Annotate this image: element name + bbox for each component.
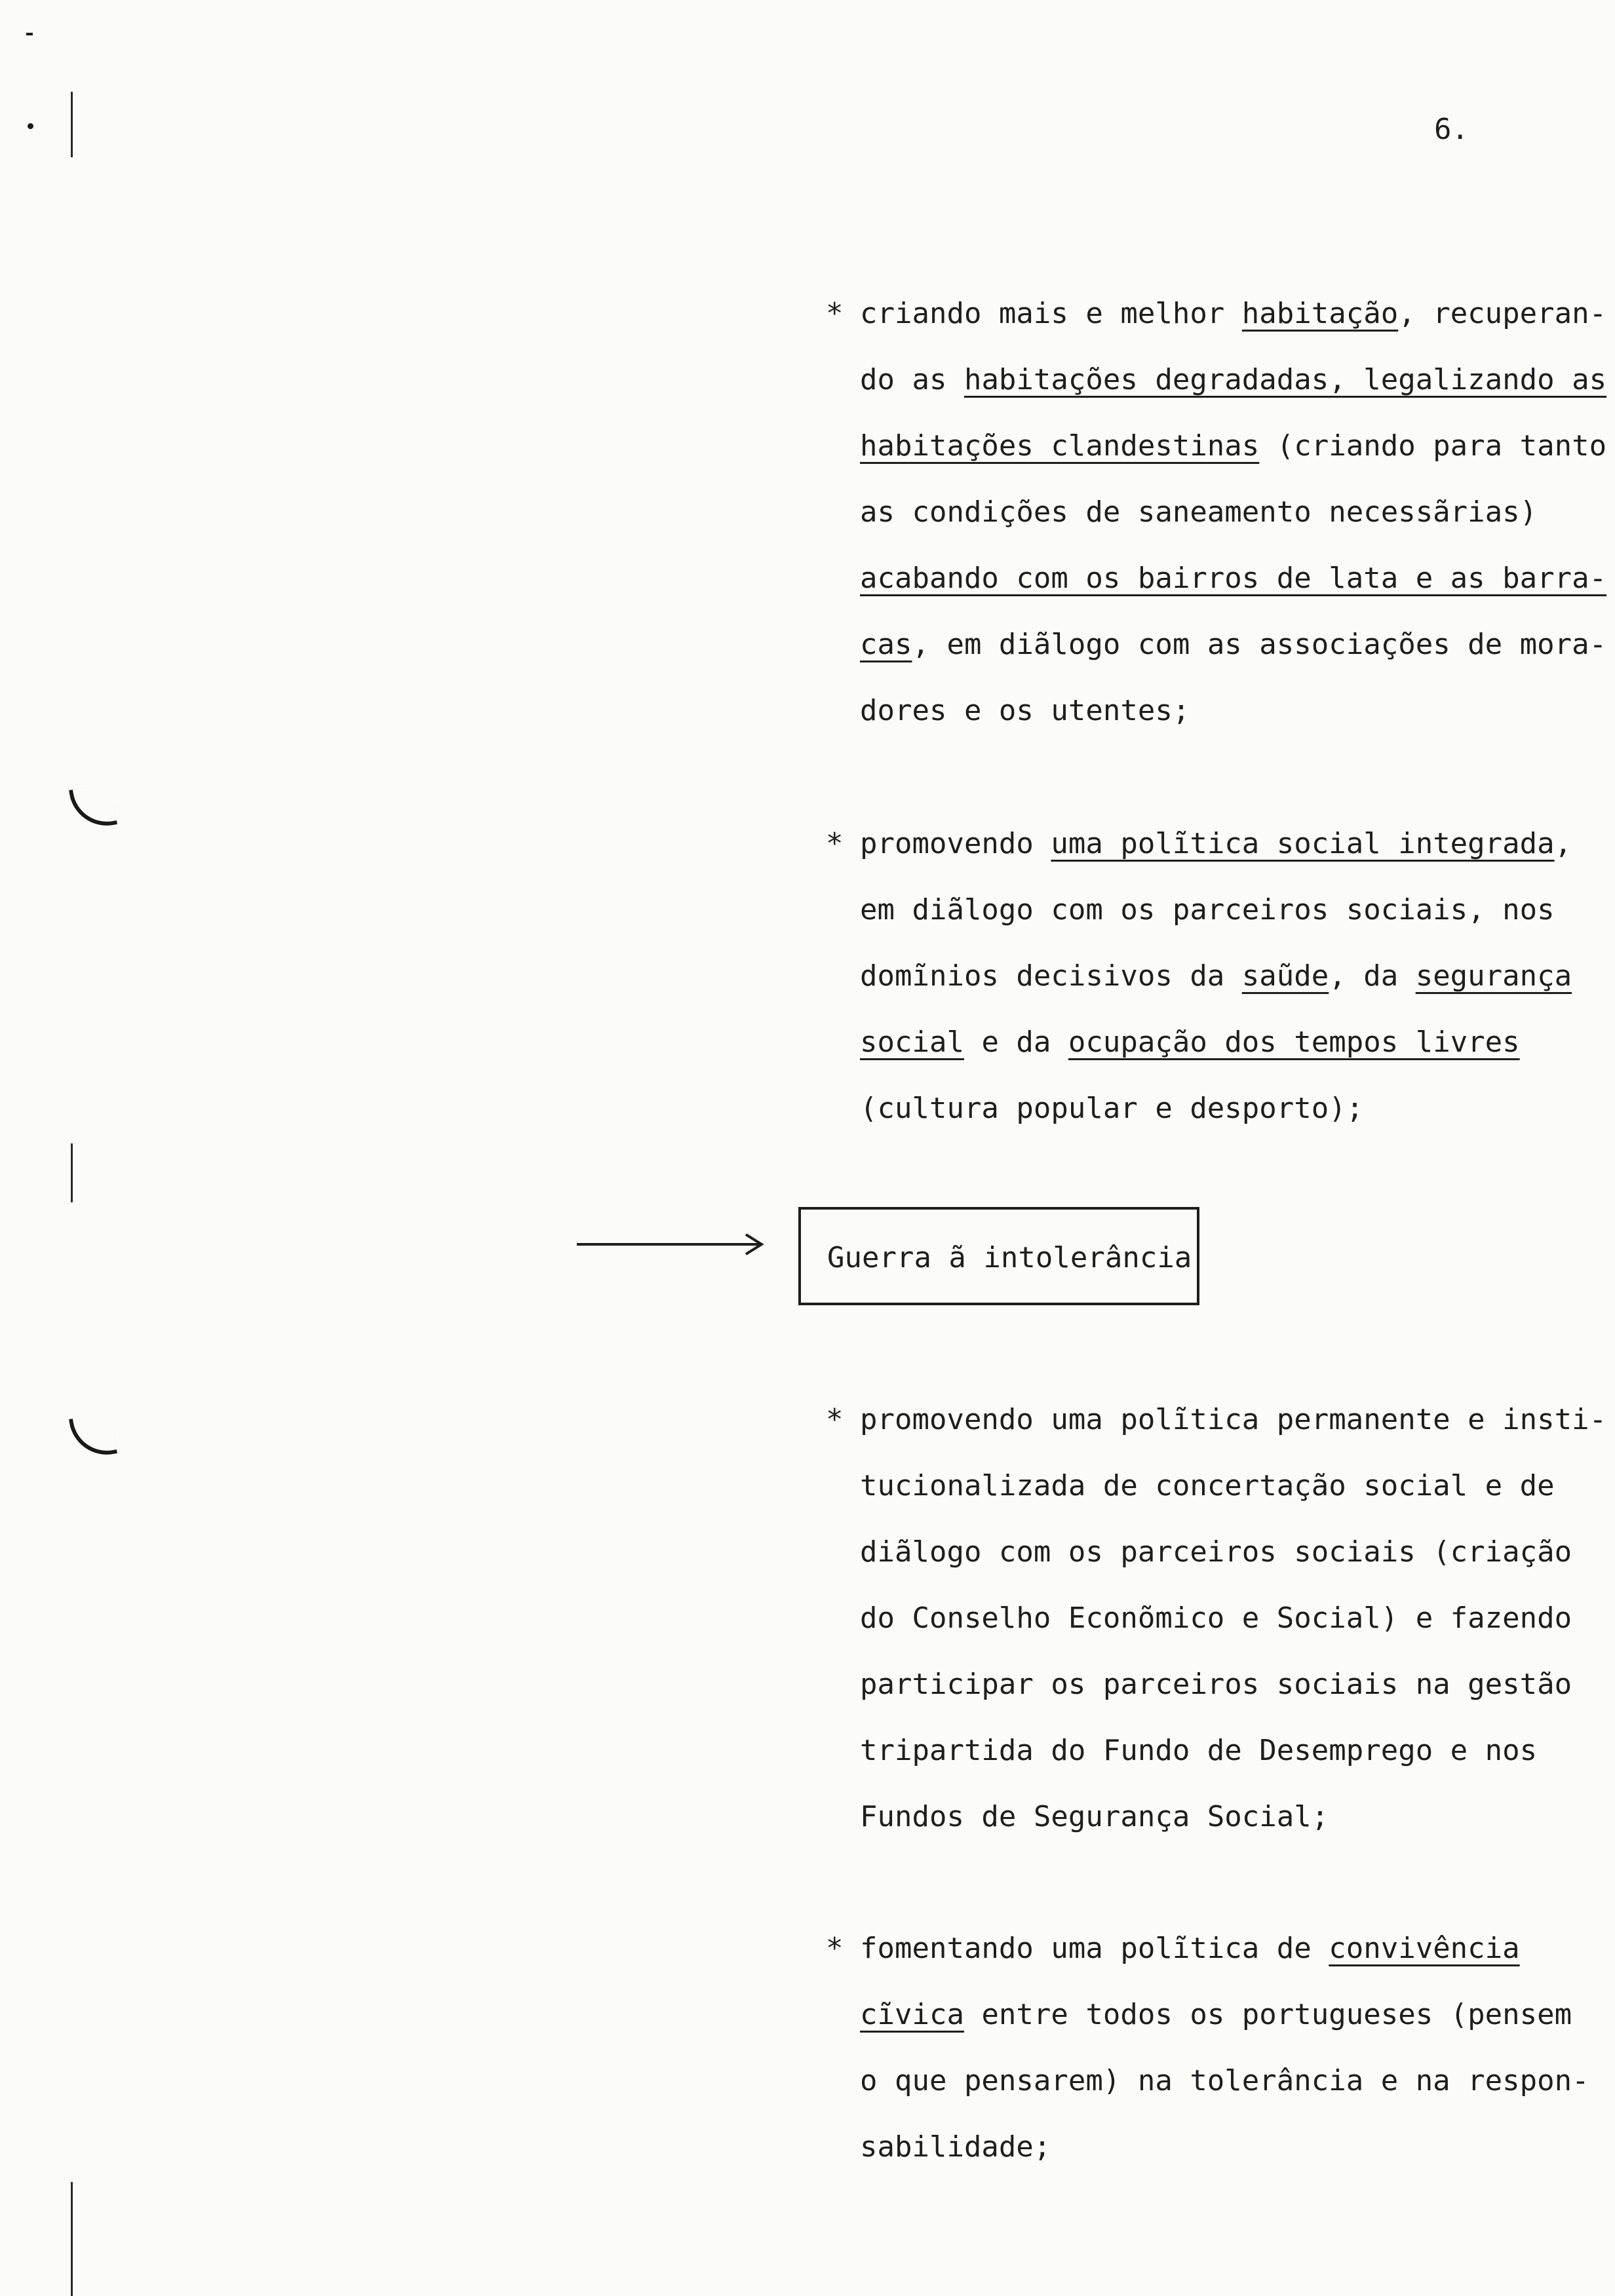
text-line: [860, 2048, 1589, 2114]
text-line: [860, 811, 1586, 877]
text-run: dores e os utentes;: [860, 694, 1190, 727]
text-line: [860, 1009, 1586, 1075]
underlined-phrase: acabando com os bairros de lata e as barra-: [860, 562, 1607, 595]
section-heading-box: [798, 1207, 1199, 1305]
underlined-phrase: cĩvica: [860, 1998, 964, 2031]
text-run: criando mais e melhor: [860, 297, 1242, 330]
text-run: promovendo: [860, 827, 1051, 860]
text-run: ,: [1554, 827, 1572, 860]
text-run: fomentando uma polĩtica de: [860, 1932, 1329, 1965]
underlined-phrase: cas: [860, 628, 912, 661]
text-line: [860, 877, 1586, 943]
text-run: diãlogo com os parceiros sociais (criação: [860, 1535, 1572, 1569]
text-run: sabilidade;: [860, 2130, 1051, 2164]
text-line: [860, 479, 1586, 545]
underlined-phrase: social: [860, 1025, 964, 1059]
bullet-asterisk: *: [826, 1932, 844, 1965]
text-line: [860, 1519, 1586, 1585]
text-line: [860, 413, 1607, 479]
bullet-text: [860, 1387, 1607, 1850]
text-line: [860, 1915, 1586, 1981]
text-line: [860, 347, 1607, 413]
text-line: [860, 1784, 1586, 1850]
text-run: e da: [963, 1025, 1068, 1059]
bullet-item-housing: [826, 280, 1607, 744]
margin-rule-top: [71, 92, 73, 157]
text-run: o que pensarem) na tolerância e na respon-: [860, 2064, 1589, 2097]
bullet-asterisk: *: [826, 297, 844, 330]
text-run: (criando para tanto: [1259, 429, 1607, 463]
text-line: [860, 1981, 1586, 2048]
margin-rule-middle: [71, 1143, 73, 1202]
text-line: [860, 545, 1607, 611]
text-run: as condições de saneamento necessãrias): [860, 495, 1538, 529]
underlined-phrase: convivência: [1329, 1932, 1520, 1965]
text-run: domĩnios decisivos da: [860, 959, 1242, 993]
text-line: [860, 280, 1607, 347]
underlined-phrase: ocupação dos tempos livres: [1068, 1025, 1520, 1059]
underlined-phrase: habitações degradadas, legalizando as: [963, 363, 1607, 396]
margin-dot: [28, 123, 33, 129]
bullet-text: [860, 280, 1607, 744]
margin-mark: [26, 33, 33, 35]
text-line: [860, 1453, 1586, 1519]
text-run: , em diãlogo com as associações de mora-: [912, 628, 1607, 661]
text-run: participar os parceiros sociais na gestão: [860, 1668, 1572, 1701]
underlined-phrase: habitações clandestinas: [860, 429, 1260, 463]
text-run: tucionalizada de concertação social e de: [860, 1469, 1555, 1502]
text-line: [860, 678, 1586, 744]
bullet-asterisk: *: [826, 1403, 844, 1436]
underlined-phrase: segurança: [1415, 959, 1572, 993]
text-run: em diãlogo com os parceiros sociais, nos: [860, 893, 1555, 927]
bullet-text: [860, 811, 1586, 1141]
text-line: [860, 1717, 1586, 1784]
text-line: [860, 1387, 1607, 1453]
text-line: [860, 611, 1607, 678]
text-run: do as: [860, 363, 964, 396]
bullet-asterisk: *: [826, 827, 844, 860]
punch-hole-mark-lower: [69, 1412, 117, 1461]
text-line: [860, 1585, 1586, 1651]
section-heading: Guerra ã intolerância: [827, 1241, 1192, 1274]
text-run: , recuperan-: [1398, 297, 1607, 330]
bullet-text: [860, 1915, 1589, 2180]
bullet-item-civic-coexistence: [826, 1915, 1589, 2180]
punch-hole-mark-upper: [69, 783, 117, 832]
text-run: tripartida do Fundo de Desemprego e nos: [860, 1734, 1538, 1767]
bullet-item-social-policy: [826, 811, 1586, 1141]
page-number: 6.: [1434, 113, 1469, 146]
underlined-phrase: saũde: [1241, 959, 1329, 993]
text-line: [860, 1075, 1586, 1141]
text-run: (cultura popular e desporto);: [860, 1092, 1364, 1125]
underlined-phrase: habitação: [1241, 297, 1399, 330]
bullet-item-social-dialogue: [826, 1387, 1607, 1850]
text-line: [860, 1651, 1586, 1717]
underlined-phrase: uma polĩtica social integrada: [1051, 827, 1555, 860]
text-line: [860, 943, 1586, 1009]
margin-rule-bottom: [71, 2182, 73, 2296]
text-run: promovendo uma polĩtica permanente e insti-: [860, 1403, 1607, 1436]
text-run: Fundos de Segurança Social;: [860, 1800, 1329, 1833]
arrow-icon: [577, 1228, 767, 1261]
text-run: , da: [1329, 959, 1416, 993]
text-run: entre todos os portugueses (pensem: [963, 1998, 1572, 2031]
text-line: [860, 2114, 1586, 2180]
text-run: do Conselho Econõmico e Social) e fazendo: [860, 1601, 1572, 1635]
